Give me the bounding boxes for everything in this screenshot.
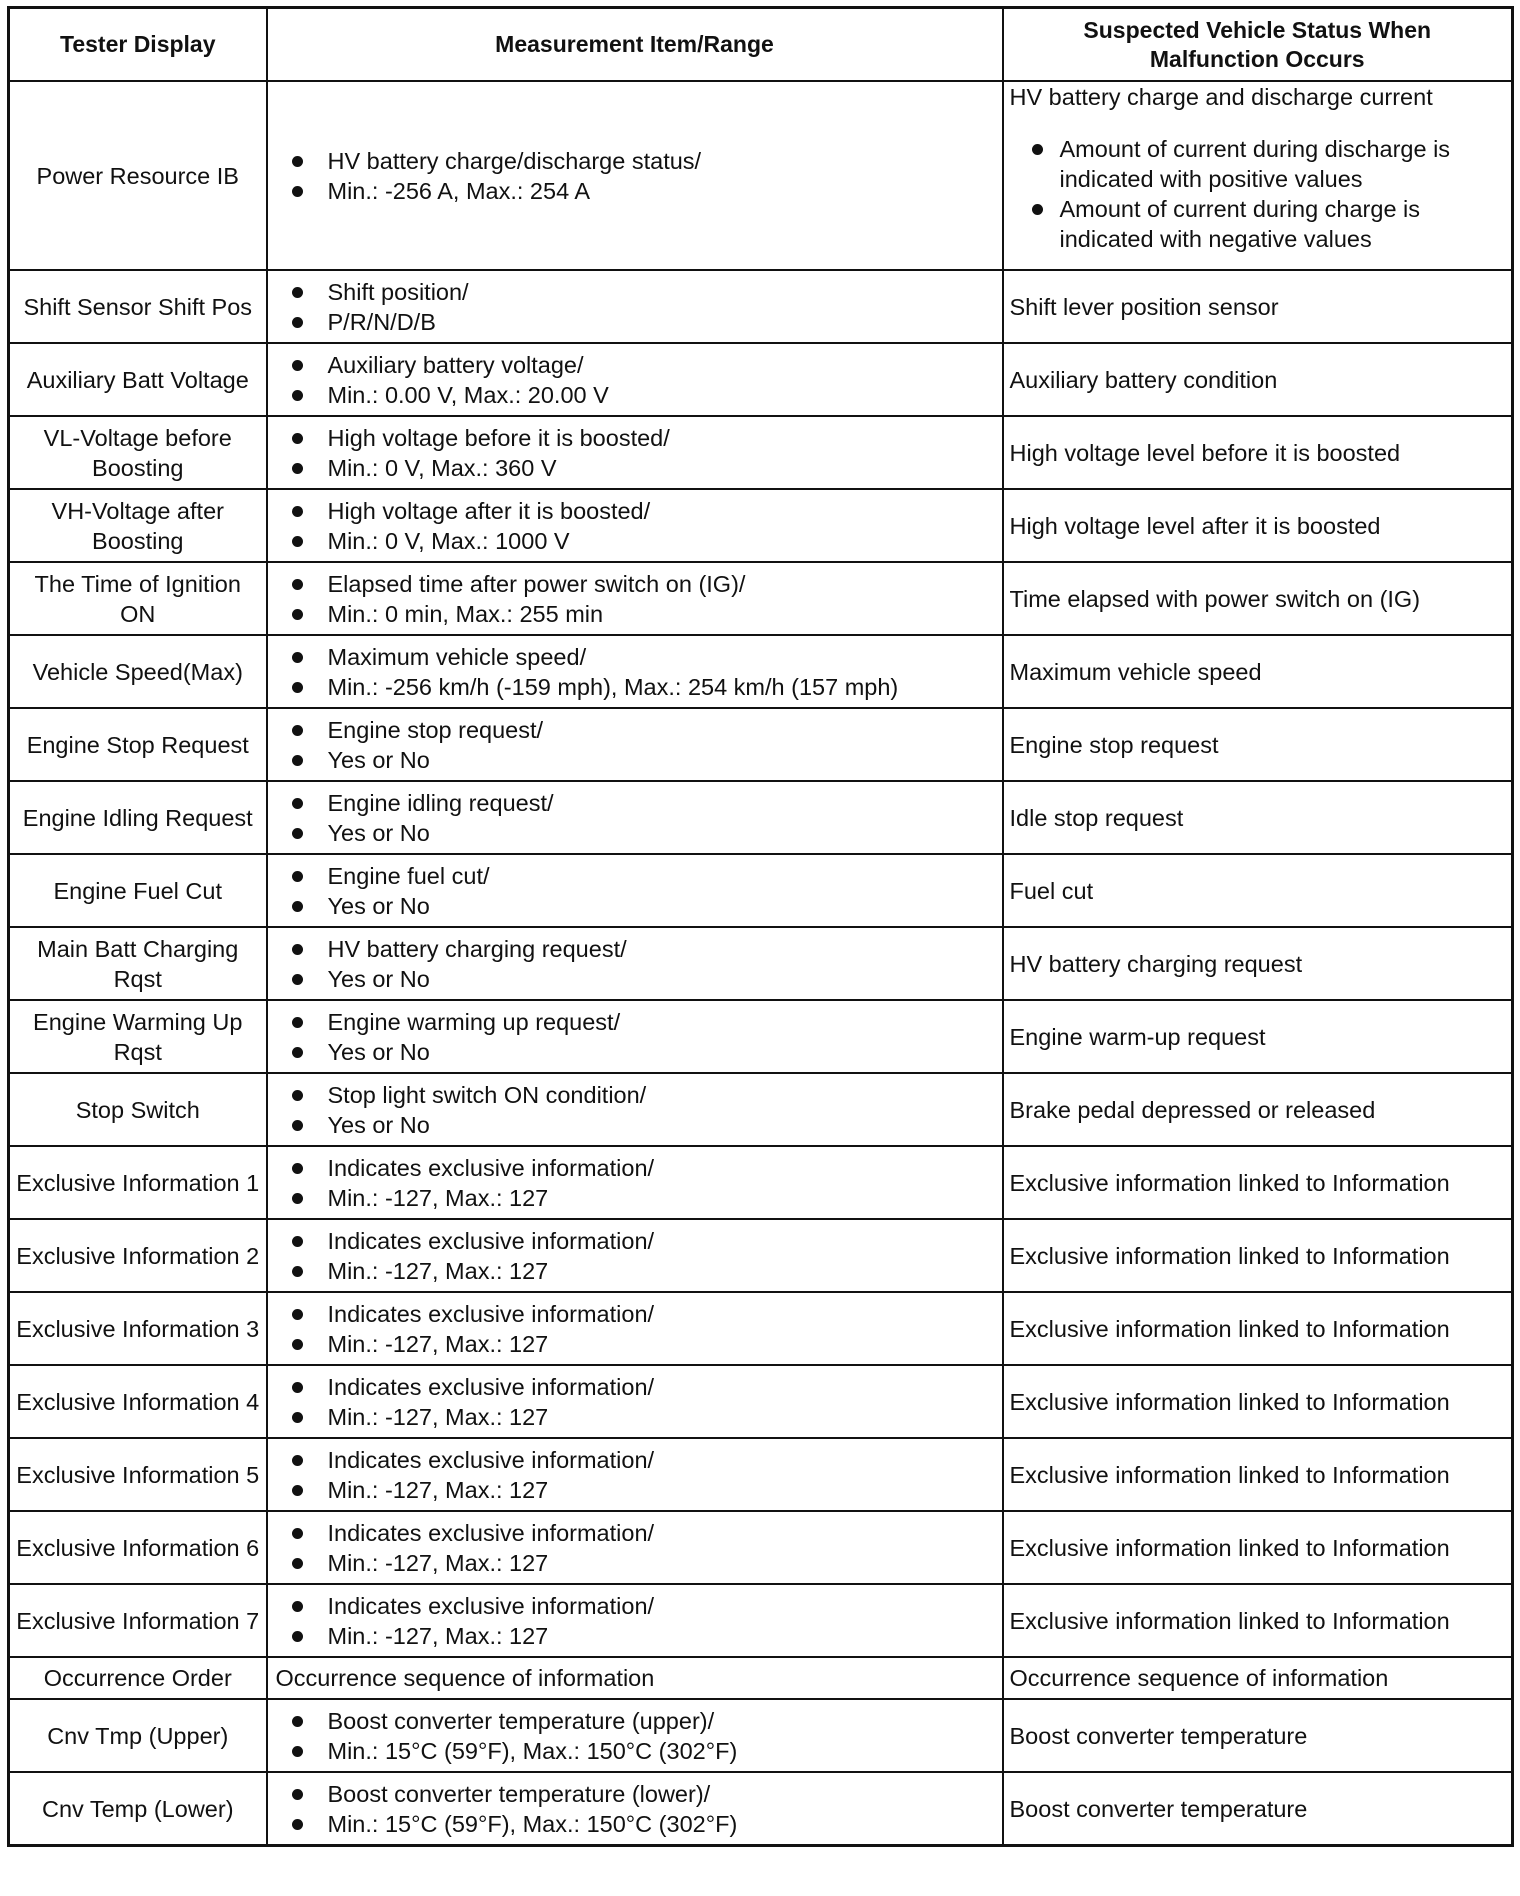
table-row — [9, 1073, 1513, 1146]
tester-display-cell: Cnv Tmp (Upper) — [9, 1699, 267, 1772]
measurement-list — [276, 788, 996, 848]
measurement-cell — [267, 1438, 1003, 1511]
suspected-status-cell: Engine stop request — [1003, 708, 1513, 781]
tester-display-cell: Vehicle Speed(Max) — [9, 635, 267, 708]
measurement-cell — [267, 1292, 1003, 1365]
measurement-item: Maximum vehicle speed/ — [276, 642, 996, 672]
table-row — [9, 1438, 1513, 1511]
measurement-cell: Occurrence sequence of information — [267, 1657, 1003, 1699]
measurement-item: Indicates exclusive information/ — [276, 1372, 996, 1402]
table-row — [9, 270, 1513, 343]
measurement-item: Engine warming up request/ — [276, 1007, 996, 1037]
measurement-item: Engine stop request/ — [276, 715, 996, 745]
table-row — [9, 562, 1513, 635]
table-body — [9, 81, 1513, 1846]
table-row — [9, 1511, 1513, 1584]
measurement-item: Engine fuel cut/ — [276, 861, 996, 891]
table-header-row — [9, 8, 1513, 82]
suspected-status-cell: Exclusive information linked to Information — [1003, 1438, 1513, 1511]
measurement-cell — [267, 635, 1003, 708]
table-row — [9, 1219, 1513, 1292]
suspected-status-cell: Time elapsed with power switch on (IG) — [1003, 562, 1513, 635]
measurement-item: Min.: -127, Max.: 127 — [276, 1475, 996, 1505]
tester-display-cell: Exclusive Information 3 — [9, 1292, 267, 1365]
suspected-status-cell: HV battery charging request — [1003, 927, 1513, 1000]
measurement-item: Min.: -127, Max.: 127 — [276, 1548, 996, 1578]
header-status-line-2: Malfunction Occurs — [1149, 45, 1365, 72]
tester-display-cell: Engine Warming Up Rqst — [9, 1000, 267, 1073]
tester-display-cell: Shift Sensor Shift Pos — [9, 270, 267, 343]
measurement-item: Yes or No — [276, 1110, 996, 1140]
measurement-list — [276, 569, 996, 629]
suspected-status-cell: Shift lever position sensor — [1003, 270, 1513, 343]
measurement-cell — [267, 1000, 1003, 1073]
measurement-list — [276, 1779, 996, 1839]
suspected-status-cell: Idle stop request — [1003, 781, 1513, 854]
measurement-list — [276, 496, 996, 556]
measurement-item: Engine idling request/ — [276, 788, 996, 818]
measurement-item: Stop light switch ON condition/ — [276, 1080, 996, 1110]
tester-display-cell: Auxiliary Batt Voltage — [9, 343, 267, 416]
tester-display-cell: Exclusive Information 4 — [9, 1365, 267, 1438]
table-row — [9, 1772, 1513, 1846]
measurement-list — [276, 1706, 996, 1766]
measurement-list — [276, 1591, 996, 1651]
table-row — [9, 1292, 1513, 1365]
suspected-status-cell: Fuel cut — [1003, 854, 1513, 927]
measurement-list — [276, 861, 996, 921]
measurement-cell — [267, 854, 1003, 927]
measurement-item: Min.: -127, Max.: 127 — [276, 1621, 996, 1651]
table-row — [9, 1657, 1513, 1699]
suspected-status-cell: Boost converter temperature — [1003, 1772, 1513, 1846]
tester-display-cell: Exclusive Information 2 — [9, 1219, 267, 1292]
measurement-item: Min.: 0 min, Max.: 255 min — [276, 599, 996, 629]
measurement-list — [276, 277, 996, 337]
measurement-item: Boost converter temperature (upper)/ — [276, 1706, 996, 1736]
suspected-status-cell — [1003, 81, 1513, 270]
measurement-cell — [267, 1365, 1003, 1438]
measurement-item: Indicates exclusive information/ — [276, 1226, 996, 1256]
suspected-status-cell: Exclusive information linked to Information — [1003, 1292, 1513, 1365]
suspected-status-cell: Brake pedal depressed or released — [1003, 1073, 1513, 1146]
measurement-cell — [267, 1511, 1003, 1584]
measurement-list — [276, 1518, 996, 1578]
status-list — [1010, 134, 1506, 254]
measurement-item: Yes or No — [276, 1037, 996, 1067]
header-suspected-status — [1003, 8, 1513, 82]
suspected-status-cell: High voltage level before it is boosted — [1003, 416, 1513, 489]
table-row — [9, 1584, 1513, 1657]
suspected-status-cell: Exclusive information linked to Information — [1003, 1584, 1513, 1657]
measurement-item: Boost converter temperature (lower)/ — [276, 1779, 996, 1809]
table-row — [9, 781, 1513, 854]
measurement-item: High voltage before it is boosted/ — [276, 423, 996, 453]
table-row — [9, 1000, 1513, 1073]
measurement-cell — [267, 489, 1003, 562]
tester-display-cell: The Time of Ignition ON — [9, 562, 267, 635]
measurement-item: Min.: 0.00 V, Max.: 20.00 V — [276, 380, 996, 410]
suspected-status-cell: Exclusive information linked to Information — [1003, 1219, 1513, 1292]
measurement-cell — [267, 1584, 1003, 1657]
measurement-list — [276, 1299, 996, 1359]
measurement-item: Min.: 0 V, Max.: 360 V — [276, 453, 996, 483]
table-row — [9, 927, 1513, 1000]
table-row — [9, 489, 1513, 562]
measurement-item: Indicates exclusive information/ — [276, 1591, 996, 1621]
measurement-list — [276, 1153, 996, 1213]
measurement-list — [276, 146, 996, 206]
suspected-status-cell: Auxiliary battery condition — [1003, 343, 1513, 416]
measurement-item: Min.: -127, Max.: 127 — [276, 1256, 996, 1286]
measurement-item: P/R/N/D/B — [276, 307, 996, 337]
measurement-list — [276, 1080, 996, 1140]
suspected-status-cell: High voltage level after it is boosted — [1003, 489, 1513, 562]
measurement-cell — [267, 81, 1003, 270]
measurement-list — [276, 1007, 996, 1067]
measurement-item: Min.: -127, Max.: 127 — [276, 1329, 996, 1359]
header-tester-display: Tester Display — [9, 8, 267, 82]
measurement-item: Indicates exclusive information/ — [276, 1518, 996, 1548]
measurement-cell — [267, 1772, 1003, 1846]
tester-display-cell: VL-Voltage before Boosting — [9, 416, 267, 489]
measurement-cell — [267, 416, 1003, 489]
header-status-line-1: Suspected Vehicle Status When — [1083, 16, 1432, 43]
table-row — [9, 1365, 1513, 1438]
measurement-item: Yes or No — [276, 818, 996, 848]
tester-display-cell: Exclusive Information 1 — [9, 1146, 267, 1219]
suspected-status-cell: Exclusive information linked to Information — [1003, 1365, 1513, 1438]
measurement-item: Elapsed time after power switch on (IG)/ — [276, 569, 996, 599]
suspected-status-cell: Occurrence sequence of information — [1003, 1657, 1513, 1699]
measurement-item: HV battery charge/discharge status/ — [276, 146, 996, 176]
measurement-cell — [267, 1219, 1003, 1292]
measurement-list — [276, 642, 996, 702]
tester-display-cell: Engine Idling Request — [9, 781, 267, 854]
table-row — [9, 854, 1513, 927]
header-measurement-item: Measurement Item/Range — [267, 8, 1003, 82]
tester-display-cell: Exclusive Information 7 — [9, 1584, 267, 1657]
measurement-item: Yes or No — [276, 891, 996, 921]
measurement-cell — [267, 270, 1003, 343]
suspected-status-cell: Maximum vehicle speed — [1003, 635, 1513, 708]
measurement-item: Min.: 0 V, Max.: 1000 V — [276, 526, 996, 556]
measurement-list — [276, 350, 996, 410]
measurement-item: Yes or No — [276, 964, 996, 994]
table-row — [9, 635, 1513, 708]
table-row — [9, 81, 1513, 270]
tester-display-cell: Engine Fuel Cut — [9, 854, 267, 927]
data-list-table — [7, 6, 1514, 1847]
suspected-status-cell: Exclusive information linked to Information — [1003, 1511, 1513, 1584]
tester-display-cell: Occurrence Order — [9, 1657, 267, 1699]
measurement-item: Min.: -256 km/h (-159 mph), Max.: 254 km/h (157 mph) — [276, 672, 996, 702]
tester-display-cell: Cnv Temp (Lower) — [9, 1772, 267, 1846]
measurement-item: High voltage after it is boosted/ — [276, 496, 996, 526]
measurement-item: Min.: 15°C (59°F), Max.: 150°C (302°F) — [276, 1809, 996, 1839]
measurement-list — [276, 423, 996, 483]
measurement-list — [276, 715, 996, 775]
measurement-cell — [267, 1073, 1003, 1146]
table-row — [9, 1699, 1513, 1772]
table-row — [9, 343, 1513, 416]
measurement-item: HV battery charging request/ — [276, 934, 996, 964]
measurement-cell — [267, 927, 1003, 1000]
tester-display-cell: Main Batt Charging Rqst — [9, 927, 267, 1000]
measurement-list — [276, 1445, 996, 1505]
measurement-item: Indicates exclusive information/ — [276, 1445, 996, 1475]
measurement-item: Min.: -127, Max.: 127 — [276, 1402, 996, 1432]
tester-display-cell: Stop Switch — [9, 1073, 267, 1146]
measurement-cell — [267, 708, 1003, 781]
table-row — [9, 708, 1513, 781]
measurement-item: Indicates exclusive information/ — [276, 1153, 996, 1183]
status-item: Amount of current during charge is indicated with negative values — [1010, 194, 1506, 254]
tester-display-cell: Engine Stop Request — [9, 708, 267, 781]
measurement-list — [276, 1226, 996, 1286]
measurement-item: Min.: -256 A, Max.: 254 A — [276, 176, 996, 206]
tester-display-cell: VH-Voltage after Boosting — [9, 489, 267, 562]
tester-display-cell: Exclusive Information 5 — [9, 1438, 267, 1511]
suspected-status-cell: Engine warm-up request — [1003, 1000, 1513, 1073]
measurement-cell — [267, 1146, 1003, 1219]
measurement-cell — [267, 343, 1003, 416]
status-item: Amount of current during discharge is indicated with positive values — [1010, 134, 1506, 194]
table-row — [9, 416, 1513, 489]
measurement-list — [276, 1372, 996, 1432]
measurement-item: Indicates exclusive information/ — [276, 1299, 996, 1329]
status-intro: HV battery charge and discharge current — [1009, 84, 1433, 110]
table-row — [9, 1146, 1513, 1219]
tester-display-cell: Power Resource IB — [9, 81, 267, 270]
suspected-status-cell: Boost converter temperature — [1003, 1699, 1513, 1772]
measurement-item: Shift position/ — [276, 277, 996, 307]
measurement-item: Auxiliary battery voltage/ — [276, 350, 996, 380]
measurement-cell — [267, 781, 1003, 854]
measurement-cell — [267, 562, 1003, 635]
data-list-sheet — [7, 6, 1511, 1847]
measurement-item: Min.: 15°C (59°F), Max.: 150°C (302°F) — [276, 1736, 996, 1766]
measurement-list — [276, 934, 996, 994]
tester-display-cell: Exclusive Information 6 — [9, 1511, 267, 1584]
measurement-cell — [267, 1699, 1003, 1772]
measurement-item: Min.: -127, Max.: 127 — [276, 1183, 996, 1213]
suspected-status-cell: Exclusive information linked to Information — [1003, 1146, 1513, 1219]
measurement-item: Yes or No — [276, 745, 996, 775]
